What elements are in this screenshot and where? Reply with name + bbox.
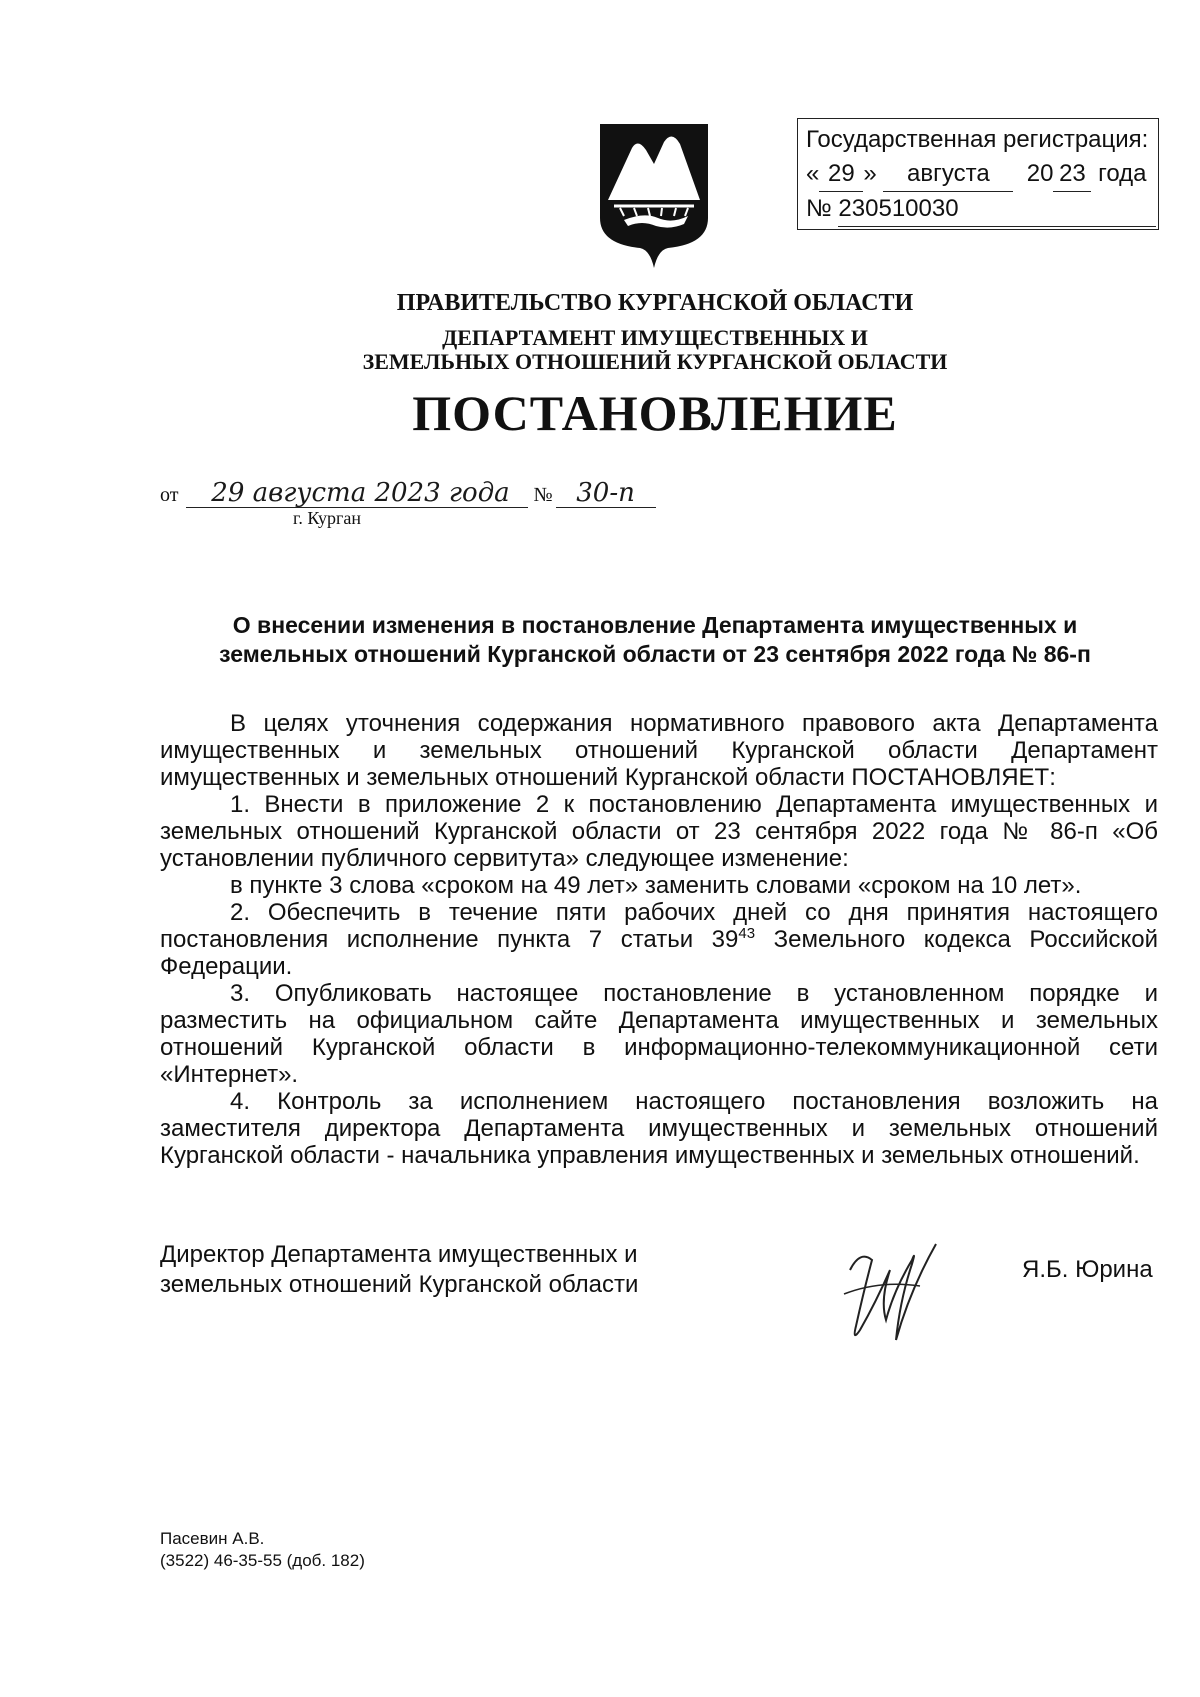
registration-number-row — [806, 192, 1158, 227]
coat-of-arms-emblem — [594, 120, 714, 270]
signatory-name: Я.Б. Юрина — [1022, 1256, 1153, 1283]
registration-date: « 29 » августа 20 23 года — [806, 157, 1158, 192]
registration-title: Государственная регистрация: — [806, 126, 1149, 153]
government-title: ПРАВИТЕЛЬСТВО КУРГАНСКОЙ ОБЛАСТИ — [396, 290, 914, 316]
document-type-title: ПОСТАНОВЛЕНИЕ — [412, 385, 898, 441]
item-2-text-before: 2. Обеспечить в течение пяти рабочих дней со дня принятия настоящего постановления исполнение пункта 7 статьи 39 — [160, 899, 1158, 953]
subject-line2: земельных отношений Курганской области от 23 сентября 2022 года № 86-п — [219, 641, 1091, 667]
executor-info — [160, 1528, 365, 1572]
item-2-superscript: 43 — [738, 925, 756, 942]
registration-year-suffix: 23 — [1053, 157, 1091, 192]
department-title-line2: ЗЕМЕЛЬНЫХ ОТНОШЕНИЙ КУРГАНСКОЙ ОБЛАСТИ — [362, 349, 948, 374]
subject-line1: О внесении изменения в постановление Департамента имущественных и — [232, 612, 1078, 638]
number-underline — [556, 507, 656, 508]
item-3-paragraph: 3. Опубликовать настоящее постановление в установленном порядке и разместить на официальном сайте Департамента имущественных и земельных отношений Курганской области в информационно-телекоммуникационной сети «Интернет». — [160, 980, 1158, 1088]
preamble-paragraph: В целях уточнения содержания нормативного правового акта Департамента имущественных и земельных отношений Курганской области Департамент имущественных и земельных отношений Курганской области ПОСТАНОВЛЯЕТ: — [160, 710, 1158, 791]
document-body — [160, 710, 1158, 1169]
registration-year-prefix: 20 — [1026, 160, 1054, 187]
department-title-line1: ДЕПАРТАМЕНТ ИМУЩЕСТВЕННЫХ И — [442, 325, 868, 350]
document-subject — [160, 611, 1150, 669]
city-label: г. Курган — [293, 508, 362, 528]
registration-number-label: № — [806, 195, 832, 222]
signatory-title — [160, 1240, 638, 1300]
handwritten-date: 29 августа 2023 года — [211, 478, 510, 508]
handwritten-number: 30-п — [576, 478, 635, 508]
registration-box — [797, 118, 1159, 230]
date-number-line — [160, 478, 654, 508]
signatory-title-line1: Директор Департамента имущественных и — [160, 1241, 638, 1268]
registration-month: августа — [883, 157, 1013, 192]
executor-name: Пасевин А.В. — [160, 1529, 265, 1548]
number-label: № — [533, 484, 553, 506]
item-2-text-after: Земельного кодекса Российской Федерации. — [160, 926, 1158, 980]
registration-number: 230510030 — [838, 192, 1156, 227]
item-1-detail-paragraph: в пункте 3 слова «сроком на 49 лет» заменить словами «сроком на 10 лет». — [230, 872, 1082, 899]
registration-year-word: года — [1098, 160, 1147, 187]
department-title — [0, 326, 1200, 374]
item-1-paragraph: 1. Внести в приложение 2 к постановлению Департамента имущественных и земельных отношений Курганской области от 23 сентября 2022 года № 86-п «Об установлении публичного сервитута» следующее изменение: — [160, 791, 1158, 872]
handwritten-signature — [820, 1230, 960, 1350]
executor-phone: (3522) 46-35-55 (доб. 182) — [160, 1551, 365, 1570]
from-label: от — [160, 484, 179, 506]
registration-day: 29 — [819, 157, 863, 192]
item-4-paragraph: 4. Контроль за исполнением настоящего постановления возложить на заместителя директора Департамента имущественных и земельных отношений Курганской области - начальника управления имущественных и земельных отношений. — [160, 1088, 1158, 1169]
item-2-paragraph — [160, 899, 1158, 980]
signatory-title-line2: земельных отношений Курганской области — [160, 1271, 639, 1298]
